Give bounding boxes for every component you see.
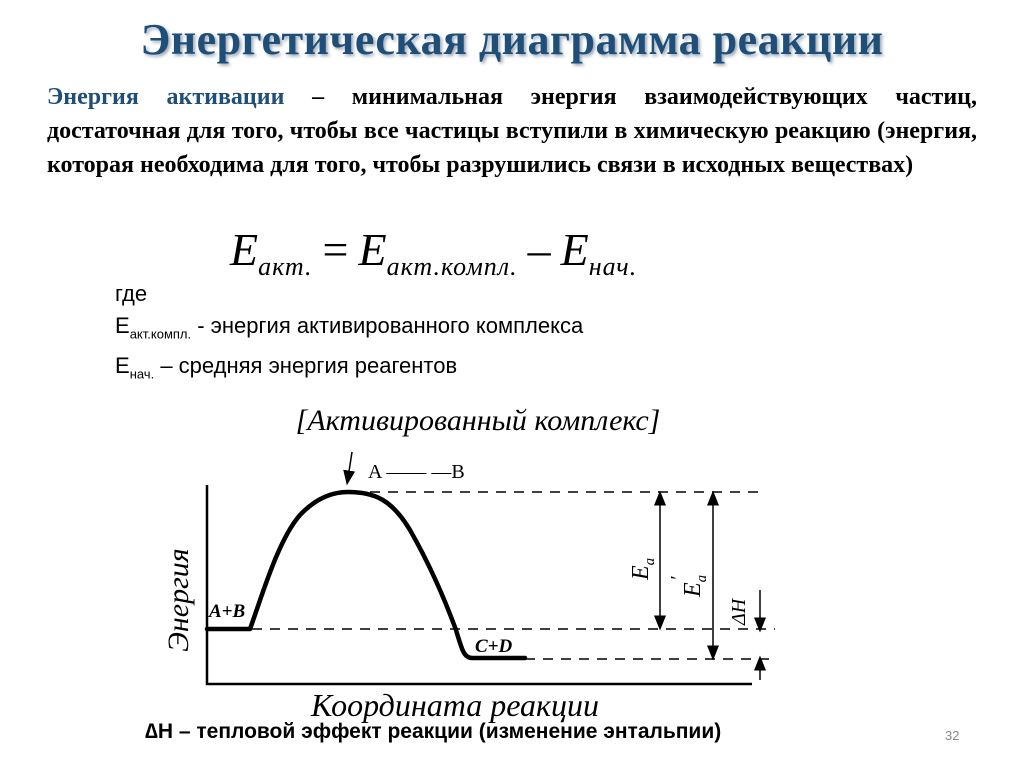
legend-line-initial: $E_{нач.}$ – средняя энергия реагентов [115,353,458,382]
page-number: 32 [945,728,960,743]
ea-label: $E_a$ [628,557,658,580]
reactants-label: A+B [209,601,246,622]
ea-prime-label: $E_a'$ [667,574,710,597]
definition-text: – минимальная энергия взаимодействующих частиц, достаточная для того, чтобы все частицы вступили в химическую реакцию (энергия, которая необходима для того, чтобы разрушились связи в исходных веществах) [47,84,977,178]
definition-term: Энергия активации [47,84,285,110]
formula-e3: E [560,224,589,275]
formula-minus: – [527,224,551,275]
legend-where: где [115,281,148,306]
formula-sub1: акт. [258,252,313,281]
legend-line-complex: $E_{акт.компл.}$ - энергия активированного комплекса [115,313,584,342]
formula-sub2: акт.компл. [386,252,518,281]
ab-label: A —— —B [368,461,465,483]
formula-e1: E [230,224,259,275]
formula-equals: = [322,224,349,275]
enthalpy-caption: ∆H – тепловой эффект реакции (изменение энтальпии) [145,720,722,743]
products-label: C+D [475,636,513,657]
formula-e2: E [358,224,387,275]
dh-label: ΔH [728,598,750,625]
energy-curve [207,492,525,658]
x-axis-label: Координата реакции [311,687,599,723]
slide-title: Энергетическая диаграмма реакции [140,15,884,64]
formula-sub3: нач. [588,252,638,281]
peak-pointer-arrow [348,452,352,478]
y-axis-label: Энергия [162,548,195,652]
complex-label: [Активированный комплекс] [295,404,661,437]
